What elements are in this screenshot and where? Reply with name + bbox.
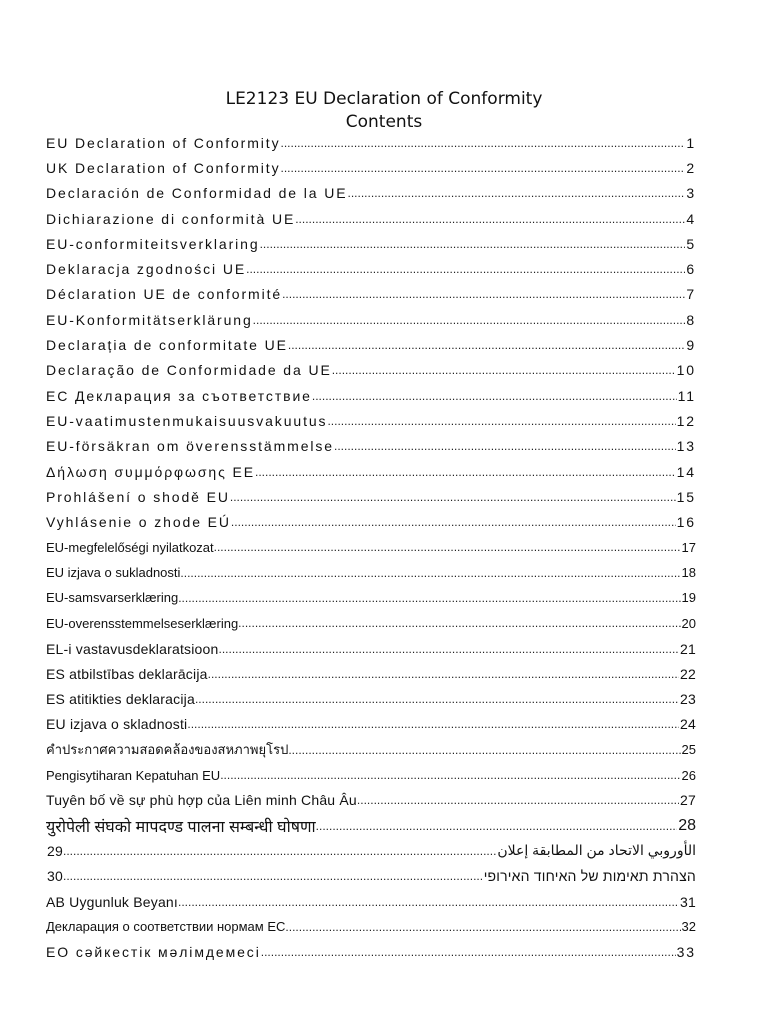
dot-leader: [187, 717, 679, 731]
dot-leader: [180, 566, 680, 580]
toc-entry-label: EU izjava o skladnosti: [46, 716, 188, 733]
toc-entry-label: युरोपेली संघको मापदण्ड पालना सम्बन्धी घोषणा: [46, 818, 316, 836]
dot-leader: [261, 945, 676, 959]
toc-entry[interactable]: [46, 611, 696, 636]
toc-entry[interactable]: [46, 307, 696, 332]
dot-leader: [195, 692, 679, 706]
dot-leader: [281, 161, 686, 175]
toc-entry[interactable]: [46, 181, 696, 206]
toc-entry[interactable]: [46, 459, 696, 484]
toc-page-number: 3: [686, 185, 696, 202]
toc-entry-label: EU-försäkran om överensstämmelse: [46, 438, 334, 455]
dot-leader: [208, 667, 679, 681]
toc-entry-label: ES atbilstības deklarācija: [46, 665, 208, 682]
toc-page-number: 16: [676, 514, 696, 531]
toc-entry-label: Prohlášení o shodě EU: [46, 488, 230, 505]
toc-entry-label: Pengisytiharan Kepatuhan EU: [46, 767, 221, 783]
toc-entry[interactable]: [46, 206, 696, 231]
toc-page-number: 10: [676, 362, 696, 379]
dot-leader: [282, 287, 685, 301]
toc-entry-label: Declaração de Conformidade da UE: [46, 362, 332, 379]
toc-page-number: 19: [681, 590, 696, 606]
toc-page-number: 8: [686, 311, 696, 328]
toc-entry[interactable]: [46, 661, 696, 686]
toc-entry-label: Δήλωση συμμόρφωσης ΕΕ: [46, 463, 256, 480]
dot-leader: [219, 642, 680, 656]
dot-leader: [312, 389, 677, 403]
toc-page-number: 15: [676, 488, 696, 505]
toc-page-number: 1: [686, 134, 696, 151]
toc-entry-label: הצהרת תאימות של האיחוד האירופי: [483, 868, 696, 885]
toc-page-number: 33: [676, 944, 696, 961]
contents-heading: Contents: [345, 112, 423, 132]
toc-entry[interactable]: [46, 434, 696, 459]
dot-leader: [238, 616, 680, 630]
toc-page-number: 7: [686, 286, 696, 303]
toc-entry-label: Déclaration UE de conformité: [46, 286, 283, 303]
toc-page-number: 21: [680, 640, 696, 657]
toc-page-number: 17: [681, 539, 696, 555]
toc-page-number: 31: [680, 893, 696, 910]
dot-leader: [348, 186, 686, 200]
toc-entry[interactable]: [46, 762, 696, 787]
table-of-contents: [46, 130, 696, 965]
toc-entry[interactable]: [46, 535, 696, 560]
toc-entry-label: Dichiarazione di conformità UE: [46, 210, 296, 227]
toc-entry[interactable]: [46, 636, 696, 661]
toc-page-number: 24: [680, 716, 696, 733]
dot-leader: [178, 895, 679, 909]
toc-page-number: 18: [681, 565, 696, 581]
toc-entry[interactable]: [46, 358, 696, 383]
toc-page-number: 25: [681, 742, 696, 758]
toc-entry[interactable]: [46, 737, 696, 762]
dot-leader: [295, 212, 685, 226]
toc-page-number: 12: [676, 412, 696, 429]
toc-entry[interactable]: [46, 889, 696, 914]
toc-page-number: 26: [681, 767, 696, 783]
dot-leader: [285, 920, 680, 934]
title-line: LE2123 EU Declaration of Conformity: [225, 89, 543, 109]
dot-leader: [334, 439, 676, 453]
toc-entry[interactable]: [46, 484, 696, 509]
dot-leader: [178, 591, 680, 605]
toc-entry[interactable]: [46, 687, 696, 712]
toc-page-number: 30: [47, 868, 63, 885]
toc-page-number: 13: [676, 438, 696, 455]
toc-page-number: 4: [686, 210, 696, 227]
toc-entry[interactable]: [46, 560, 696, 585]
toc-entry[interactable]: [46, 864, 696, 889]
dot-leader: [288, 743, 680, 757]
dot-leader: [214, 540, 681, 554]
toc-entry[interactable]: [46, 914, 696, 939]
toc-page-number: 32: [681, 919, 696, 935]
toc-entry-label: Declarația de conformitate UE: [46, 337, 288, 354]
toc-entry-label: UK Declaration of Conformity: [46, 159, 281, 176]
dot-leader: [327, 414, 675, 428]
toc-entry-label: EU-vaatimustenmukaisuusvakuutus: [46, 412, 328, 429]
dot-leader: [316, 819, 678, 833]
toc-page-number: 11: [677, 387, 696, 404]
dot-leader: [281, 136, 686, 150]
toc-entry-label: ES atitikties deklaracija: [46, 691, 195, 708]
toc-entry[interactable]: [46, 256, 696, 281]
toc-entry[interactable]: [46, 509, 696, 534]
toc-page-number: 28: [678, 816, 696, 834]
dot-leader: [253, 313, 686, 327]
toc-entry-label: Tuyên bố về sự phù hợp của Liên minh Châu Âu: [46, 792, 357, 809]
toc-entry[interactable]: [46, 813, 696, 838]
toc-entry-label: Декларация о соответствии нормам ЕС: [46, 919, 286, 935]
toc-entry[interactable]: [46, 155, 696, 180]
toc-entry-label: EU-Konformitätserklärung: [46, 311, 253, 328]
toc-entry[interactable]: [46, 940, 696, 965]
toc-entry[interactable]: [46, 383, 696, 408]
toc-page-number: 9: [686, 337, 696, 354]
toc-entry-label: ЕО сәйкестік мәлімдемесі: [46, 944, 261, 961]
dot-leader: [255, 465, 676, 479]
dot-leader: [246, 262, 685, 276]
toc-entry-label: EU-samsvarserklæring: [46, 590, 179, 606]
toc-entry-label: Declaración de Conformidad de la UE: [46, 185, 348, 202]
toc-entry[interactable]: [46, 332, 696, 357]
toc-entry[interactable]: [46, 788, 696, 813]
toc-page-number: 23: [680, 691, 696, 708]
toc-entry-label: EU izjava o sukladnosti: [46, 565, 181, 581]
toc-entry-label: ЕС Декларация за съответствие: [46, 387, 312, 404]
toc-page-number: 27: [680, 792, 696, 809]
toc-entry[interactable]: [46, 838, 696, 863]
toc-entry-label: الأوروبي الاتحاد من المطابقة إعلان: [497, 842, 696, 859]
toc-entry-label: EU-overensstemmelseserklæring: [46, 615, 239, 631]
toc-entry-label: EU-conformiteitsverklaring: [46, 235, 260, 252]
toc-entry[interactable]: [46, 130, 696, 155]
toc-entry-label: คำประกาศความสอดคล้องของสหภาพยุโรป: [46, 742, 289, 758]
toc-entry[interactable]: [46, 282, 696, 307]
toc-page-number: 20: [681, 615, 696, 631]
toc-entry-label: Vyhlásenie o zhode EÚ: [46, 514, 231, 531]
toc-page-number: 29: [47, 842, 63, 859]
toc-entry[interactable]: [46, 585, 696, 610]
toc-entry[interactable]: [46, 408, 696, 433]
toc-entry[interactable]: [46, 712, 696, 737]
document-title: [0, 88, 768, 134]
toc-page-number: 6: [686, 261, 696, 278]
dot-leader: [288, 338, 685, 352]
toc-entry-label: Deklaracja zgodności UE: [46, 261, 247, 278]
dot-leader: [63, 869, 484, 883]
toc-page-number: 2: [686, 159, 696, 176]
toc-entry[interactable]: [46, 231, 696, 256]
dot-leader: [220, 768, 680, 782]
dot-leader: [357, 793, 679, 807]
toc-page-number: 5: [686, 235, 696, 252]
dot-leader: [63, 844, 497, 858]
toc-entry-label: EU Declaration of Conformity: [46, 134, 281, 151]
toc-entry-label: AB Uygunluk Beyanı: [46, 893, 179, 910]
toc-entry-label: EL-i vastavusdeklaratsioon: [46, 640, 219, 657]
dot-leader: [230, 490, 676, 504]
toc-entry-label: EU-megfelelőségi nyilatkozat: [46, 539, 214, 555]
toc-page-number: 22: [680, 665, 696, 682]
dot-leader: [260, 237, 686, 251]
dot-leader: [332, 363, 676, 377]
toc-page-number: 14: [676, 463, 696, 480]
dot-leader: [231, 515, 676, 529]
